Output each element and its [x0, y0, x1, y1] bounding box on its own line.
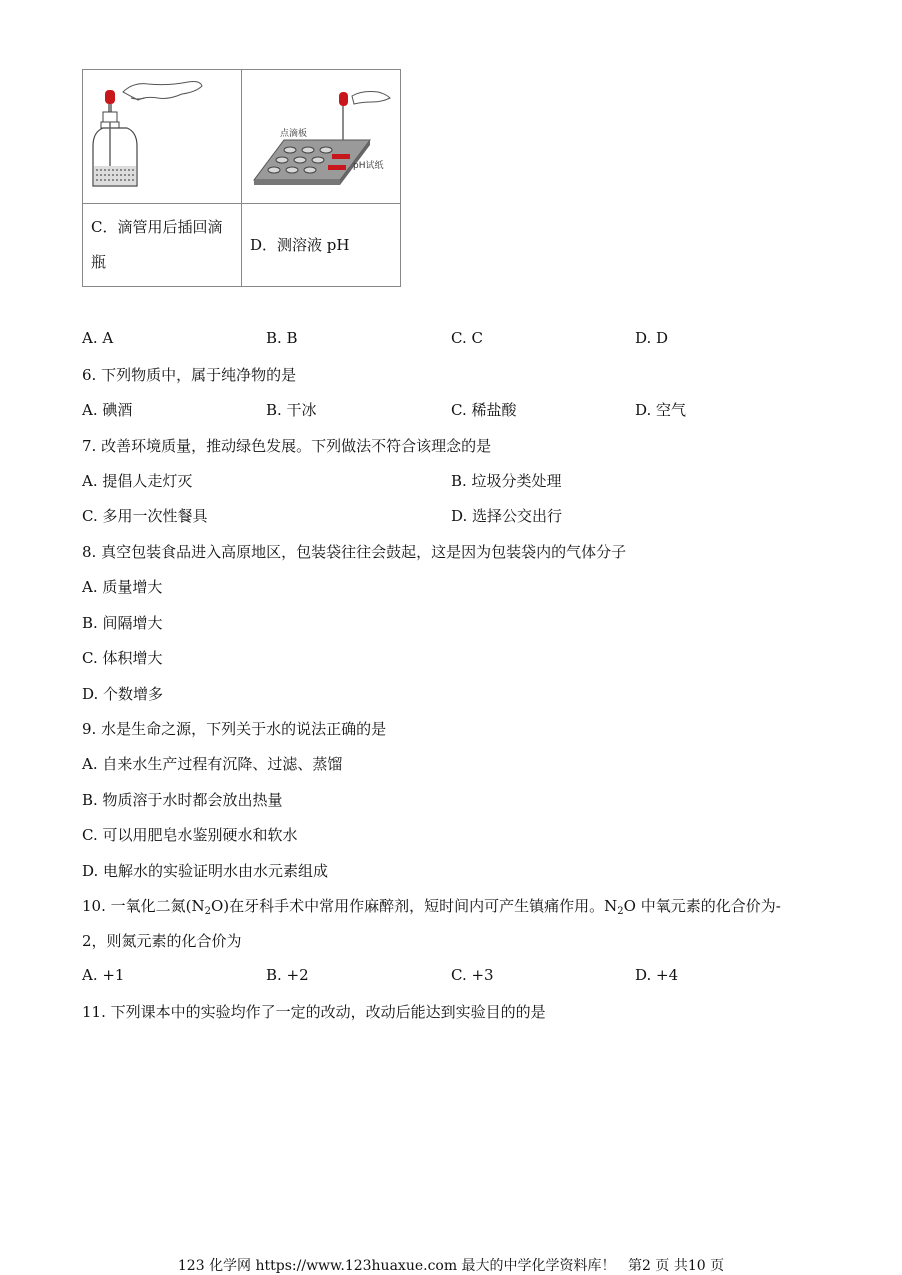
q9-option-c: C. 可以用肥皂水鉴别硬水和软水: [82, 826, 298, 844]
q10-subscript-2: 2: [617, 906, 624, 917]
dropper-bottle-figure: [83, 70, 242, 204]
figure-table: [82, 69, 401, 287]
q7-option-d: D. 选择公交出行: [451, 507, 563, 525]
q10-stem-line2: 2，则氮元素的化合价为: [82, 932, 242, 950]
footer-site: 123 化学网 https://www.123huaxue.com 最大的中学化学资料库！: [177, 1258, 616, 1274]
q10-option-c: C. +3: [451, 966, 494, 984]
dropper-bottle-illustration: [83, 70, 241, 199]
spot-plate-label: 点滴板: [280, 129, 308, 139]
page-footer: [0, 1255, 902, 1275]
q7-option-c: C. 多用一次性餐具: [82, 507, 208, 525]
q10-option-d: D. +4: [635, 966, 679, 984]
q6-stem: 6. 下列物质中，属于纯净物的是: [82, 366, 297, 384]
q5-option-a: A. A: [82, 329, 114, 347]
q7-option-b: B. 垃圾分类处理: [451, 472, 562, 490]
ph-paper-label: pH试纸: [353, 161, 384, 171]
q9-option-d: D. 电解水的实验证明水由水元素组成: [82, 862, 329, 880]
q7-option-a: A. 提倡人走灯灭: [82, 472, 193, 490]
q6-option-d: D. 空气: [635, 401, 687, 419]
q9-option-a: A. 自来水生产过程有沉降、过滤、蒸馏: [82, 755, 343, 773]
q7-stem: 7. 改善环境质量，推动绿色发展。下列做法不符合该理念的是: [82, 437, 492, 455]
q5-option-b: B. B: [266, 329, 298, 347]
q8-stem: 8. 真空包装食品进入高原地区，包装袋往往会鼓起，这是因为包装袋内的气体分子: [82, 543, 627, 561]
q10-stem-part1: 10. 一氧化二氮(N: [82, 897, 205, 915]
q5-option-d: D. D: [635, 329, 669, 347]
q8-option-b: B. 间隔增大: [82, 614, 163, 632]
q10-stem-part3: O 中氧元素的化合价为-: [623, 897, 781, 915]
spot-plate-illustration: [242, 70, 400, 199]
q11-stem: 11. 下列课本中的实验均作了一定的改动，改动后能达到实验目的的是: [82, 1003, 546, 1021]
q10-stem-line1: [82, 895, 781, 917]
q6-option-c: C. 稀盐酸: [451, 401, 517, 419]
ph-test-figure: [242, 70, 401, 204]
caption-d: D．测溶液 pH: [242, 204, 401, 287]
footer-page-number: 第2 页 共10 页: [628, 1258, 725, 1274]
caption-c: C．滴管用后插回滴瓶: [83, 204, 242, 287]
q10-option-b: B. +2: [266, 966, 309, 984]
q6-option-a: A. 碘酒: [82, 401, 133, 419]
q10-stem-part2: O)在牙科手术中常用作麻醉剂，短时间内可产生镇痛作用。N: [210, 897, 618, 915]
q10-subscript-1: 2: [204, 906, 211, 917]
q9-stem: 9. 水是生命之源，下列关于水的说法正确的是: [82, 720, 387, 738]
q8-option-c: C. 体积增大: [82, 649, 163, 667]
q9-option-b: B. 物质溶于水时都会放出热量: [82, 791, 283, 809]
q8-option-a: A. 质量增大: [82, 578, 163, 596]
q5-option-c: C. C: [451, 329, 483, 347]
q8-option-d: D. 个数增多: [82, 685, 164, 703]
q6-option-b: B. 干冰: [266, 401, 317, 419]
q10-option-a: A. +1: [82, 966, 125, 984]
